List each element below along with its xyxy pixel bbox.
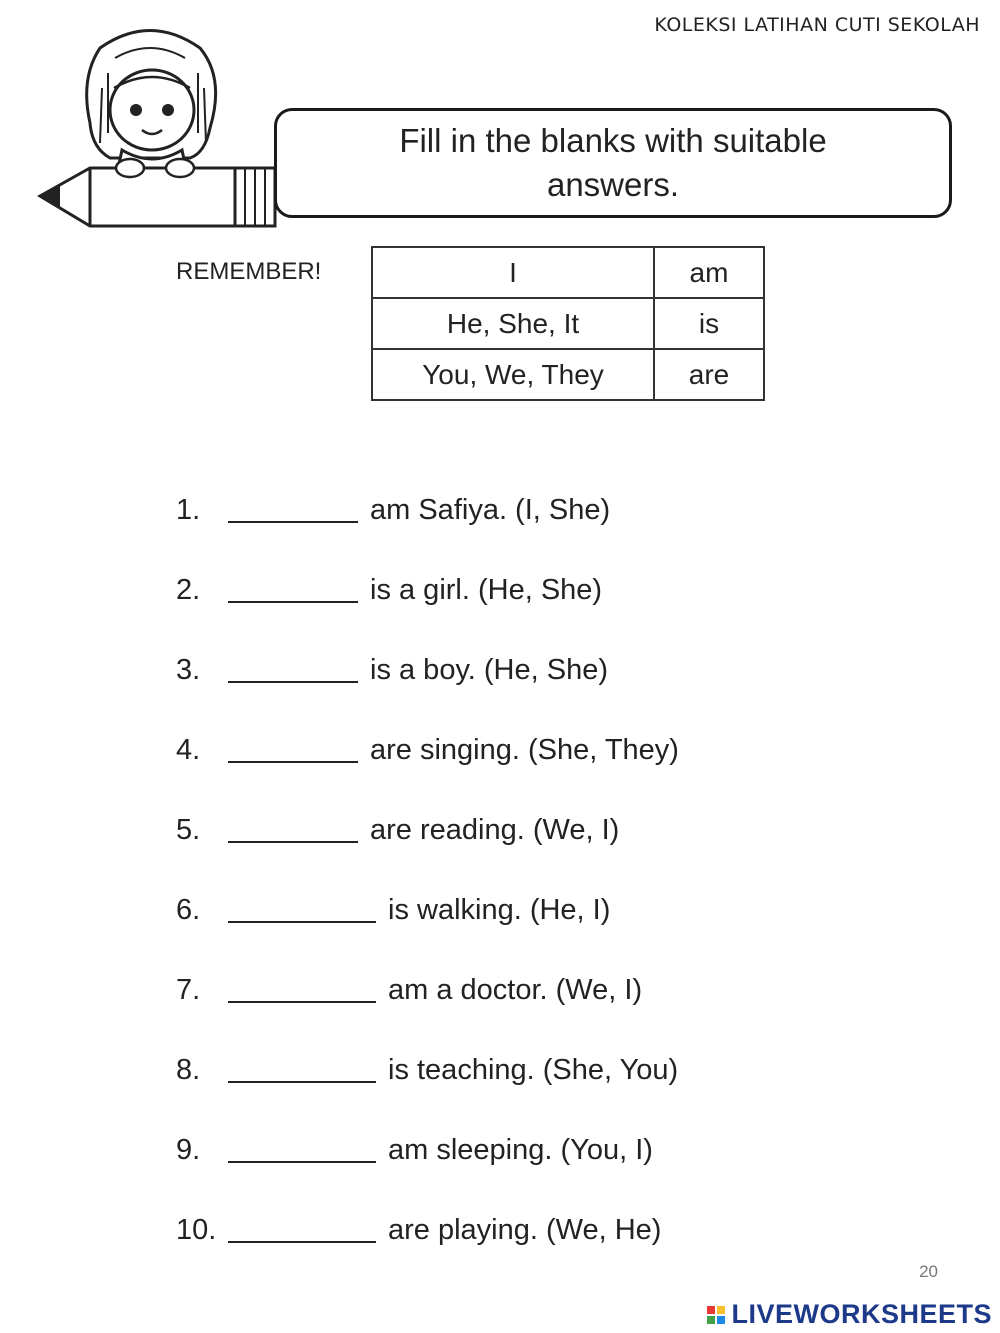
answer-blank[interactable] bbox=[228, 817, 358, 843]
liveworksheets-logo[interactable] bbox=[707, 1299, 992, 1330]
answer-blank[interactable] bbox=[228, 657, 358, 683]
answer-blank[interactable] bbox=[228, 977, 376, 1003]
answer-blank[interactable] bbox=[228, 737, 358, 763]
question-text: is walking. (He, I) bbox=[388, 893, 611, 926]
pronoun-cell: He, She, It bbox=[372, 298, 654, 349]
instruction-text: Fill in the blanks with suitable answers. bbox=[399, 122, 827, 203]
question-number: 2. bbox=[176, 573, 201, 606]
question-item bbox=[176, 790, 679, 870]
question-text: are reading. (We, I) bbox=[370, 813, 620, 846]
logo-squares-icon bbox=[707, 1306, 725, 1324]
question-item bbox=[176, 470, 679, 550]
question-text: is a girl. (He, She) bbox=[370, 573, 603, 606]
question-number: 4. bbox=[176, 733, 201, 766]
answer-blank[interactable] bbox=[228, 577, 358, 603]
question-number: 9. bbox=[176, 1133, 201, 1166]
answer-blank[interactable] bbox=[228, 1057, 376, 1083]
answer-blank[interactable] bbox=[228, 1137, 376, 1163]
question-number: 1. bbox=[176, 493, 201, 526]
question-number: 10. bbox=[176, 1213, 217, 1246]
pronoun-verb-table bbox=[371, 246, 765, 401]
question-text: am Safiya. (I, She) bbox=[370, 493, 611, 526]
table-row bbox=[372, 247, 764, 298]
verb-cell: is bbox=[654, 298, 764, 349]
question-item bbox=[176, 1030, 679, 1110]
question-item bbox=[176, 1110, 679, 1190]
answer-blank[interactable] bbox=[228, 497, 358, 523]
remember-label: REMEMBER! bbox=[176, 258, 322, 285]
question-item bbox=[176, 710, 679, 790]
question-item bbox=[176, 550, 679, 630]
question-number: 7. bbox=[176, 973, 201, 1006]
pronoun-cell: You, We, They bbox=[372, 349, 654, 400]
question-item bbox=[176, 1190, 679, 1270]
question-number: 8. bbox=[176, 1053, 201, 1086]
question-item bbox=[176, 870, 679, 950]
question-text: are singing. (She, They) bbox=[370, 733, 679, 766]
table-row bbox=[372, 349, 764, 400]
answer-blank[interactable] bbox=[228, 897, 376, 923]
pronoun-cell: I bbox=[372, 247, 654, 298]
table-row bbox=[372, 298, 764, 349]
collection-title: KOLEKSI LATIHAN CUTI SEKOLAH bbox=[654, 14, 980, 36]
logo-text: LIVEWORKSHEETS bbox=[731, 1299, 992, 1329]
answer-blank[interactable] bbox=[228, 1217, 376, 1243]
question-item bbox=[176, 630, 679, 710]
question-number: 5. bbox=[176, 813, 201, 846]
question-text: am sleeping. (You, I) bbox=[388, 1133, 653, 1166]
verb-cell: am bbox=[654, 247, 764, 298]
exercise-list bbox=[176, 470, 679, 1270]
question-text: is a boy. (He, She) bbox=[370, 653, 609, 686]
question-text: is teaching. (She, You) bbox=[388, 1053, 679, 1086]
question-item bbox=[176, 950, 679, 1030]
page-number: 20 bbox=[919, 1262, 938, 1281]
question-number: 3. bbox=[176, 653, 201, 686]
question-number: 6. bbox=[176, 893, 201, 926]
verb-cell: are bbox=[654, 349, 764, 400]
question-text: are playing. (We, He) bbox=[388, 1213, 662, 1246]
question-text: am a doctor. (We, I) bbox=[388, 973, 643, 1006]
instruction-box bbox=[274, 108, 952, 218]
